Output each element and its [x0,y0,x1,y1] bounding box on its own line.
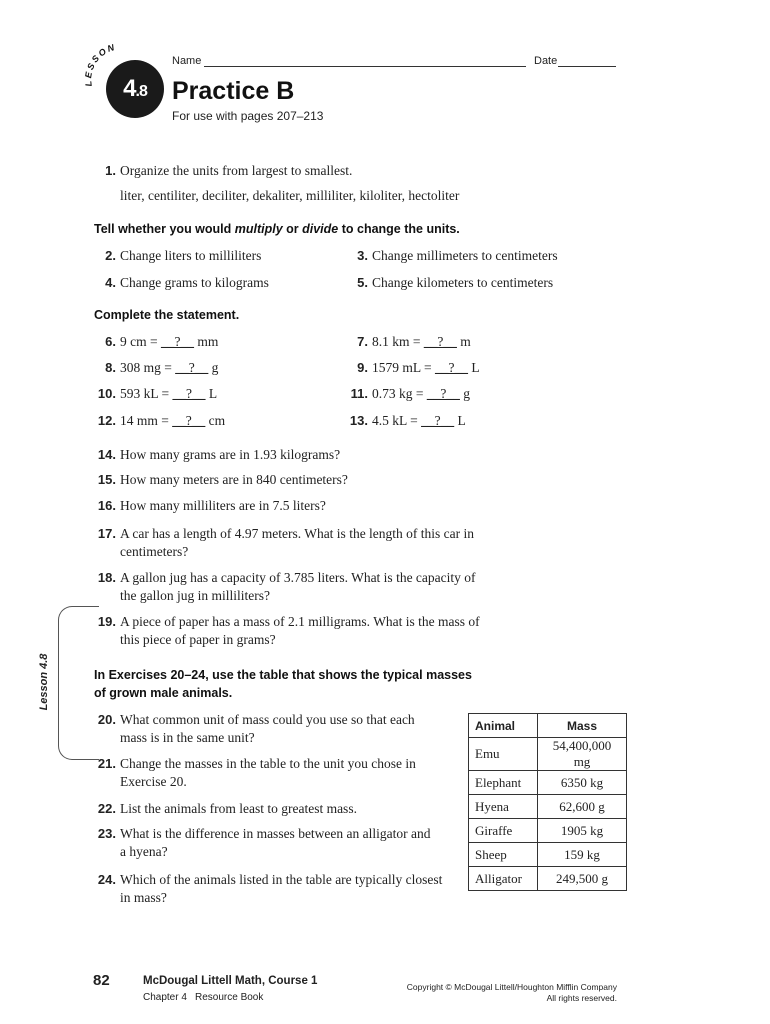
question-22: 22. List the animals from least to greatest mass. [97,801,357,816]
page-number: 82 [93,972,110,989]
name-label: Name [172,55,202,67]
footer-chapter: Chapter 4 [143,992,187,1003]
question-1-units: liter, centiliter, deciliter, dekaliter, milliliter, kiloliter, hectoliter [120,188,460,203]
table-row [469,843,627,867]
question-16: 16. How many milliliters are in 7.5 liters? [97,498,326,513]
question-24: 24. Which of the animals listed in the table are typically closest in mass? [97,872,443,905]
page-title: Practice B [172,77,295,105]
table-row [469,795,627,819]
footer-book-title: McDougal Littell Math, Course 1 [143,975,318,987]
name-field[interactable] [204,66,526,67]
lesson-side-tab-label: Lesson 4.8 [38,653,50,711]
footer-copyright: Copyright © McDougal Littell/Houghton Mifflin Company [406,982,617,992]
question-2: 2. Change liters to milliliters [105,248,262,263]
animal-cell: Emu [469,738,538,771]
table-row [469,819,627,843]
answer-blank: __?__ [435,360,468,375]
mass-cell: 159 kg [538,843,627,867]
question-14: 14. How many grams are in 1.93 kilograms? [97,447,341,462]
instruction-table-line2: of grown male animals. [94,686,233,700]
question-23: 23. What is the difference in masses between an alligator and a hyena? [97,826,431,859]
question-8: 8. 308 mg = __?__ g [105,360,219,375]
question-19: 19. A piece of paper has a mass of 2.1 milligrams. What is the mass of this piece of paper in grams? [97,614,480,647]
question-3: 3. Change millimeters to centimeters [357,248,558,263]
animal-cell: Alligator [469,867,538,891]
question-12: 12. 14 mm = __?__ cm [97,413,226,428]
answer-blank: __?__ [423,334,457,349]
question-20: 20. What common unit of mass could you use so that each mass is in the same unit? [97,712,415,745]
answer-blank: __?__ [175,360,209,375]
question-15: 15. How many meters are in 840 centimeters? [97,472,348,487]
question-13: 13. 4.5 kL = __?__ L [349,413,466,428]
table-row [469,738,627,771]
lesson-word: LESSON [83,41,118,87]
animal-mass-table [468,713,627,891]
mass-cell: 54,400,000 mg [538,738,627,771]
mass-cell: 249,500 g [538,867,627,891]
question-18: 18. A gallon jug has a capacity of 3.785 liters. What is the capacity of the gallon jug in milliliters? [97,570,476,603]
answer-blank: __?__ [426,386,460,401]
question-6: 6. 9 cm = __?__ mm [105,334,219,349]
instruction-multiply-divide: Tell whether you would multiply or divide to change the units. [94,222,460,236]
question-5: 5. Change kilometers to centimeters [357,275,554,290]
mass-cell: 6350 kg [538,771,627,795]
animal-cell: Elephant [469,771,538,795]
column-header-mass: Mass [538,714,627,738]
question-21: 21. Change the masses in the table to the unit you chose in Exercise 20. [97,756,416,789]
lesson-number: 4.8 [123,75,147,102]
animal-cell: Hyena [469,795,538,819]
date-label: Date [534,55,558,67]
answer-blank: __?__ [172,413,206,428]
question-11: 11. 0.73 kg = __?__ g [350,386,470,401]
question-1: 1. Organize the units from largest to smallest. [105,163,353,178]
instruction-table-line1: In Exercises 20–24, use the table that shows the typical masses [94,668,472,682]
animal-cell: Giraffe [469,819,538,843]
lesson-side-tab [58,606,99,760]
question-10: 10. 593 kL = __?__ L [97,386,218,401]
table-row [469,867,627,891]
answer-blank: __?__ [160,334,194,349]
question-4: 4. Change grams to kilograms [105,275,269,290]
answer-blank: __?__ [421,413,455,428]
date-field[interactable] [558,66,616,67]
instruction-complete-statement: Complete the statement. [94,308,240,322]
page-subtitle: For use with pages 207–213 [172,109,324,123]
question-7: 7. 8.1 km = __?__ m [357,334,471,349]
table-row [469,771,627,795]
question-9: 9. 1579 mL = __?__ L [357,360,480,375]
animal-cell: Sheep [469,843,538,867]
footer-resource: Resource Book [195,992,264,1003]
mass-cell: 62,600 g [538,795,627,819]
footer-rights: All rights reserved. [546,993,617,1003]
mass-cell: 1905 kg [538,819,627,843]
column-header-animal: Animal [469,714,538,738]
table-header-row [469,714,627,738]
answer-blank: __?__ [172,386,206,401]
question-17: 17. A car has a length of 4.97 meters. What is the length of this car in centimeters? [97,526,475,559]
